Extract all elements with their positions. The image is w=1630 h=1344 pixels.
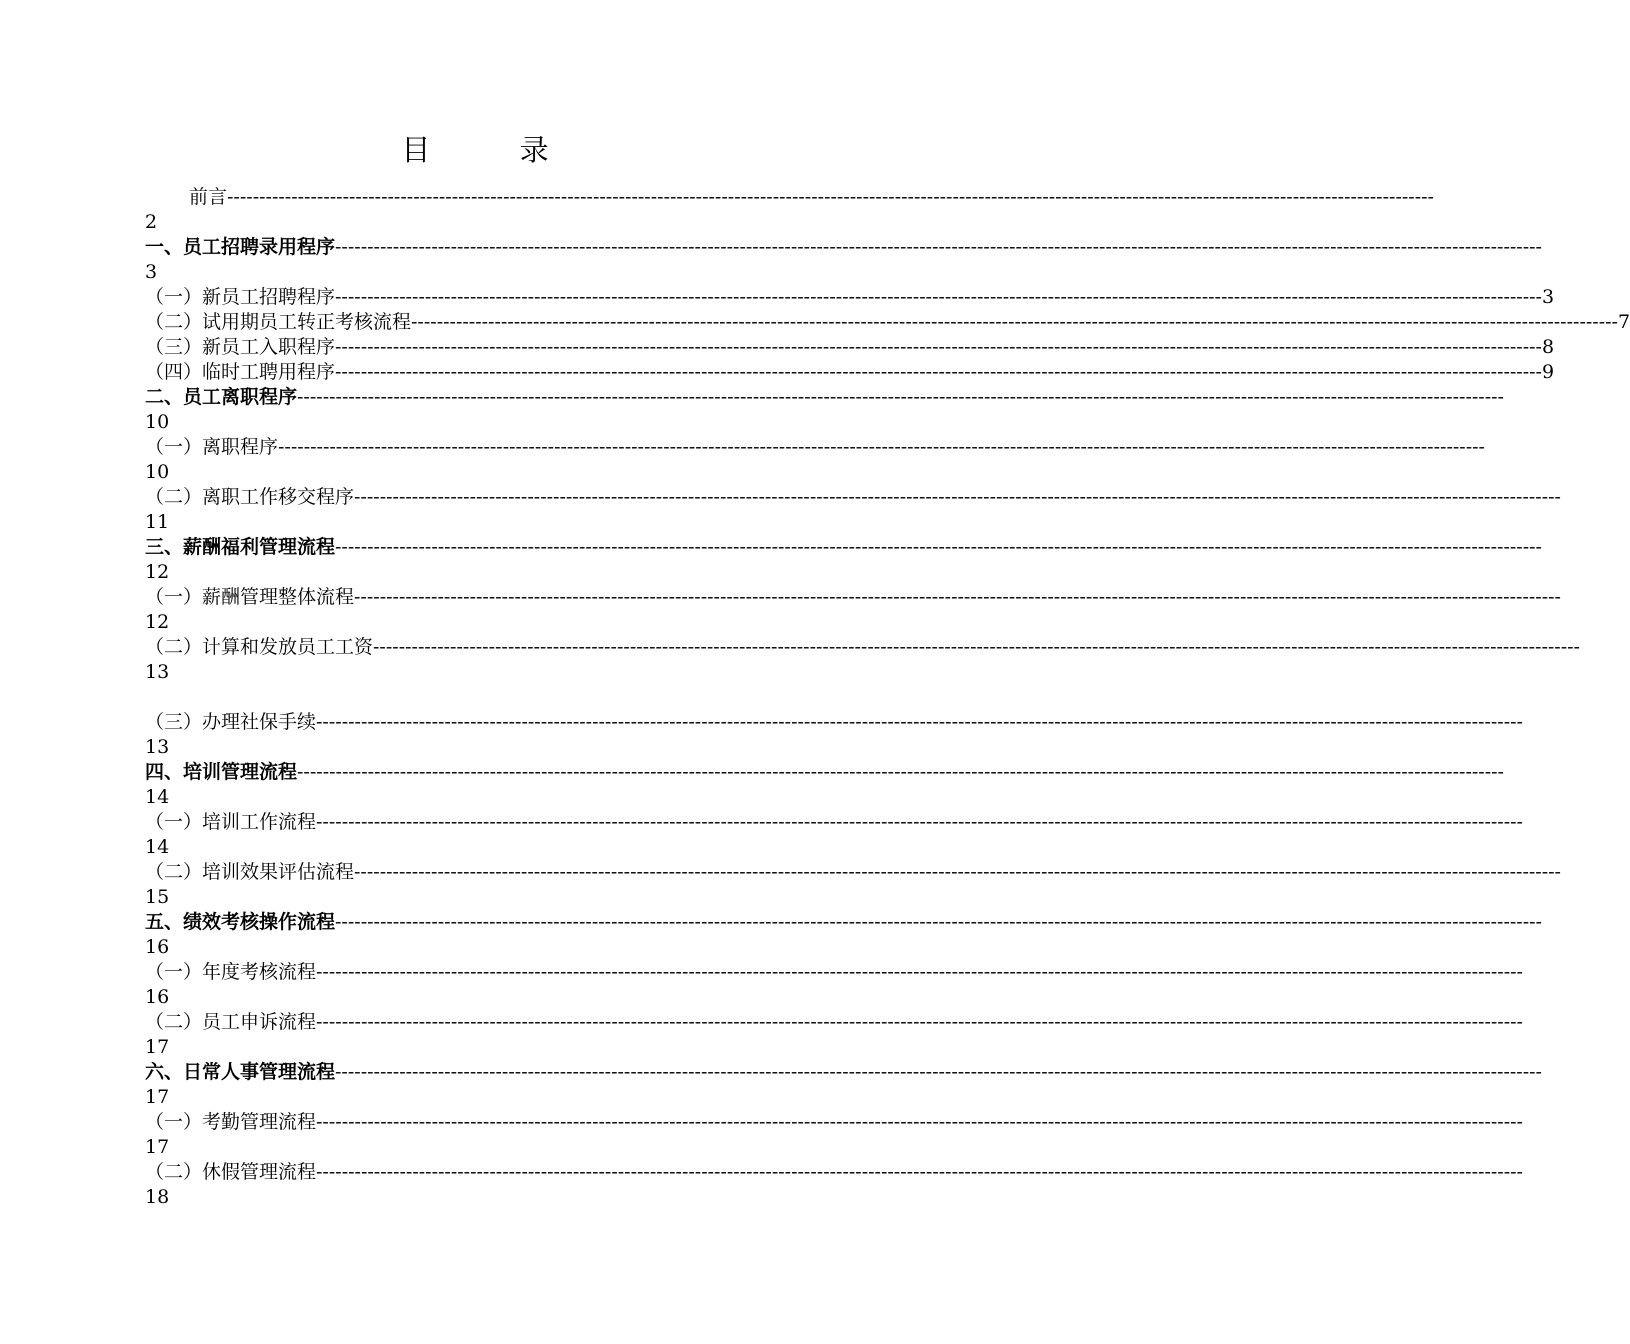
toc-section-3[interactable] xyxy=(145,535,1542,560)
toc-subsection-1-3[interactable] xyxy=(145,335,1555,360)
toc-entry-page: 17 xyxy=(145,1136,170,1158)
toc-entry-text: （一）考勤管理流程 xyxy=(145,1111,317,1133)
toc-leader-dots: -------------------------------------------------------------------------------------------------------------------------------------------------------------------------------------------- xyxy=(278,436,1485,458)
toc-entry-text: （四）临时工聘用程序 xyxy=(145,361,336,383)
toc-subsection-4-1[interactable] xyxy=(145,810,1523,835)
toc-subsection-2-1[interactable] xyxy=(145,435,1485,460)
toc-leader-dots: -------------------------------------------------------------------------------------------------------------------------------------------------------------------------------------------- xyxy=(335,536,1542,558)
toc-entry-text: （三）新员工入职程序 xyxy=(145,336,336,358)
toc-entry-page: 16 xyxy=(145,936,170,958)
toc-entry-page: 14 xyxy=(145,836,170,858)
toc-subsection-1-1[interactable] xyxy=(145,285,1555,310)
toc-entry-page: 17 xyxy=(145,1086,170,1108)
toc-entry-text: （一）新员工招聘程序 xyxy=(145,286,336,308)
toc-entry-page: 17 xyxy=(145,1036,170,1058)
toc-subsection-6-2[interactable] xyxy=(145,1160,1523,1185)
toc-leader-dots: -------------------------------------------------------------------------------------------------------------------------------------------------------------------------------------------- xyxy=(297,761,1504,783)
toc-leader-dots: -------------------------------------------------------------------------------------------------------------------------------------------------------------------------------------------- xyxy=(354,861,1561,883)
toc-subsection-4-2[interactable] xyxy=(145,860,1561,885)
blank-line xyxy=(145,685,807,710)
toc-entry-text: （一）薪酬管理整体流程 xyxy=(145,586,355,608)
toc-entry-page: 11 xyxy=(145,511,170,533)
toc-entry-text: （三）办理社保手续 xyxy=(145,711,317,733)
toc-section-5[interactable] xyxy=(145,910,1542,935)
toc-entry-page: 10 xyxy=(145,461,170,483)
table-of-contents xyxy=(145,185,1630,1210)
toc-leader-dots: -------------------------------------------------------------------------------------------------------------------------------------------------------------------------------------------- xyxy=(335,286,1542,308)
toc-section-6[interactable] xyxy=(145,1060,1542,1085)
toc-entry-page: 7 xyxy=(1617,311,1630,333)
toc-subsection-2-2[interactable] xyxy=(145,485,1561,510)
toc-leader-dots: -------------------------------------------------------------------------------------------------------------------------------------------------------------------------------------------- xyxy=(354,486,1561,508)
toc-leader-dots: -------------------------------------------------------------------------------------------------------------------------------------------------------------------------------------------- xyxy=(411,311,1618,333)
toc-entry-text: （二）试用期员工转正考核流程 xyxy=(145,311,412,333)
toc-title: 目 录 xyxy=(401,133,589,167)
toc-leader-dots: -------------------------------------------------------------------------------------------------------------------------------------------------------------------------------------------- xyxy=(227,186,1434,208)
toc-entry-text: 四、培训管理流程 xyxy=(145,761,298,783)
toc-entry-page: 8 xyxy=(1541,336,1555,358)
toc-subsection-6-1[interactable] xyxy=(145,1110,1523,1135)
toc-subsection-3-3[interactable] xyxy=(145,710,1523,735)
toc-entry-page: 13 xyxy=(145,661,170,683)
toc-leader-dots: -------------------------------------------------------------------------------------------------------------------------------------------------------------------------------------------- xyxy=(316,1011,1523,1033)
toc-subsection-3-2[interactable] xyxy=(145,635,1580,660)
toc-section-1[interactable] xyxy=(145,235,1542,260)
toc-leader-dots: -------------------------------------------------------------------------------------------------------------------------------------------------------------------------------------------- xyxy=(373,636,1580,658)
toc-leader-dots: -------------------------------------------------------------------------------------------------------------------------------------------------------------------------------------------- xyxy=(297,386,1504,408)
toc-entry-page: 13 xyxy=(145,736,170,758)
toc-entry-text: （二）休假管理流程 xyxy=(145,1161,317,1183)
toc-entry-text: 六、日常人事管理流程 xyxy=(145,1061,336,1083)
toc-leader-dots: -------------------------------------------------------------------------------------------------------------------------------------------------------------------------------------------- xyxy=(335,1061,1542,1083)
toc-entry-page: 16 xyxy=(145,986,170,1008)
toc-entry-text: （二）离职工作移交程序 xyxy=(145,486,355,508)
toc-entry-page: 3 xyxy=(1541,286,1555,308)
toc-entry-text: 五、绩效考核操作流程 xyxy=(145,911,336,933)
toc-entry-page: 12 xyxy=(145,611,170,633)
toc-entry-page: 10 xyxy=(145,411,170,433)
toc-leader-dots: -------------------------------------------------------------------------------------------------------------------------------------------------------------------------------------------- xyxy=(335,911,1542,933)
toc-entry-preface[interactable] xyxy=(145,185,1434,210)
toc-entry-text: （一）离职程序 xyxy=(145,436,279,458)
toc-entry-page: 18 xyxy=(145,1186,170,1208)
toc-leader-dots: -------------------------------------------------------------------------------------------------------------------------------------------------------------------------------------------- xyxy=(316,711,1523,733)
toc-leader-dots: -------------------------------------------------------------------------------------------------------------------------------------------------------------------------------------------- xyxy=(316,811,1523,833)
toc-subsection-1-4[interactable] xyxy=(145,360,1555,385)
toc-section-4[interactable] xyxy=(145,760,1504,785)
toc-entry-page: 2 xyxy=(145,211,158,233)
toc-entry-text: 一、员工招聘录用程序 xyxy=(145,236,336,258)
toc-leader-dots: -------------------------------------------------------------------------------------------------------------------------------------------------------------------------------------------- xyxy=(316,1111,1523,1133)
toc-subsection-5-1[interactable] xyxy=(145,960,1523,985)
toc-entry-page: 12 xyxy=(145,561,170,583)
toc-entry-text: （一）年度考核流程 xyxy=(145,961,317,983)
toc-entry-text: （二）计算和发放员工工资 xyxy=(145,636,374,658)
toc-entry-text: 前言 xyxy=(189,186,228,208)
toc-entry-text: 三、薪酬福利管理流程 xyxy=(145,536,336,558)
toc-leader-dots: -------------------------------------------------------------------------------------------------------------------------------------------------------------------------------------------- xyxy=(335,336,1542,358)
toc-leader-dots: -------------------------------------------------------------------------------------------------------------------------------------------------------------------------------------------- xyxy=(335,236,1542,258)
toc-entry-page: 15 xyxy=(145,886,170,908)
toc-entry-page: 14 xyxy=(145,786,170,808)
toc-entry-text: （一）培训工作流程 xyxy=(145,811,317,833)
toc-leader-dots: -------------------------------------------------------------------------------------------------------------------------------------------------------------------------------------------- xyxy=(335,361,1542,383)
toc-leader-dots: -------------------------------------------------------------------------------------------------------------------------------------------------------------------------------------------- xyxy=(316,1161,1523,1183)
toc-entry-text: （二）员工申诉流程 xyxy=(145,1011,317,1033)
toc-entry-text: 二、员工离职程序 xyxy=(145,386,298,408)
toc-entry-text: （二）培训效果评估流程 xyxy=(145,861,355,883)
toc-section-2[interactable] xyxy=(145,385,1504,410)
toc-subsection-1-2[interactable] xyxy=(145,310,1630,335)
toc-entry-page: 9 xyxy=(1541,361,1555,383)
toc-entry-page: 3 xyxy=(145,261,158,283)
toc-subsection-5-2[interactable] xyxy=(145,1010,1523,1035)
toc-subsection-3-1[interactable] xyxy=(145,585,1561,610)
toc-leader-dots: -------------------------------------------------------------------------------------------------------------------------------------------------------------------------------------------- xyxy=(316,961,1523,983)
toc-leader-dots: -------------------------------------------------------------------------------------------------------------------------------------------------------------------------------------------- xyxy=(354,586,1561,608)
